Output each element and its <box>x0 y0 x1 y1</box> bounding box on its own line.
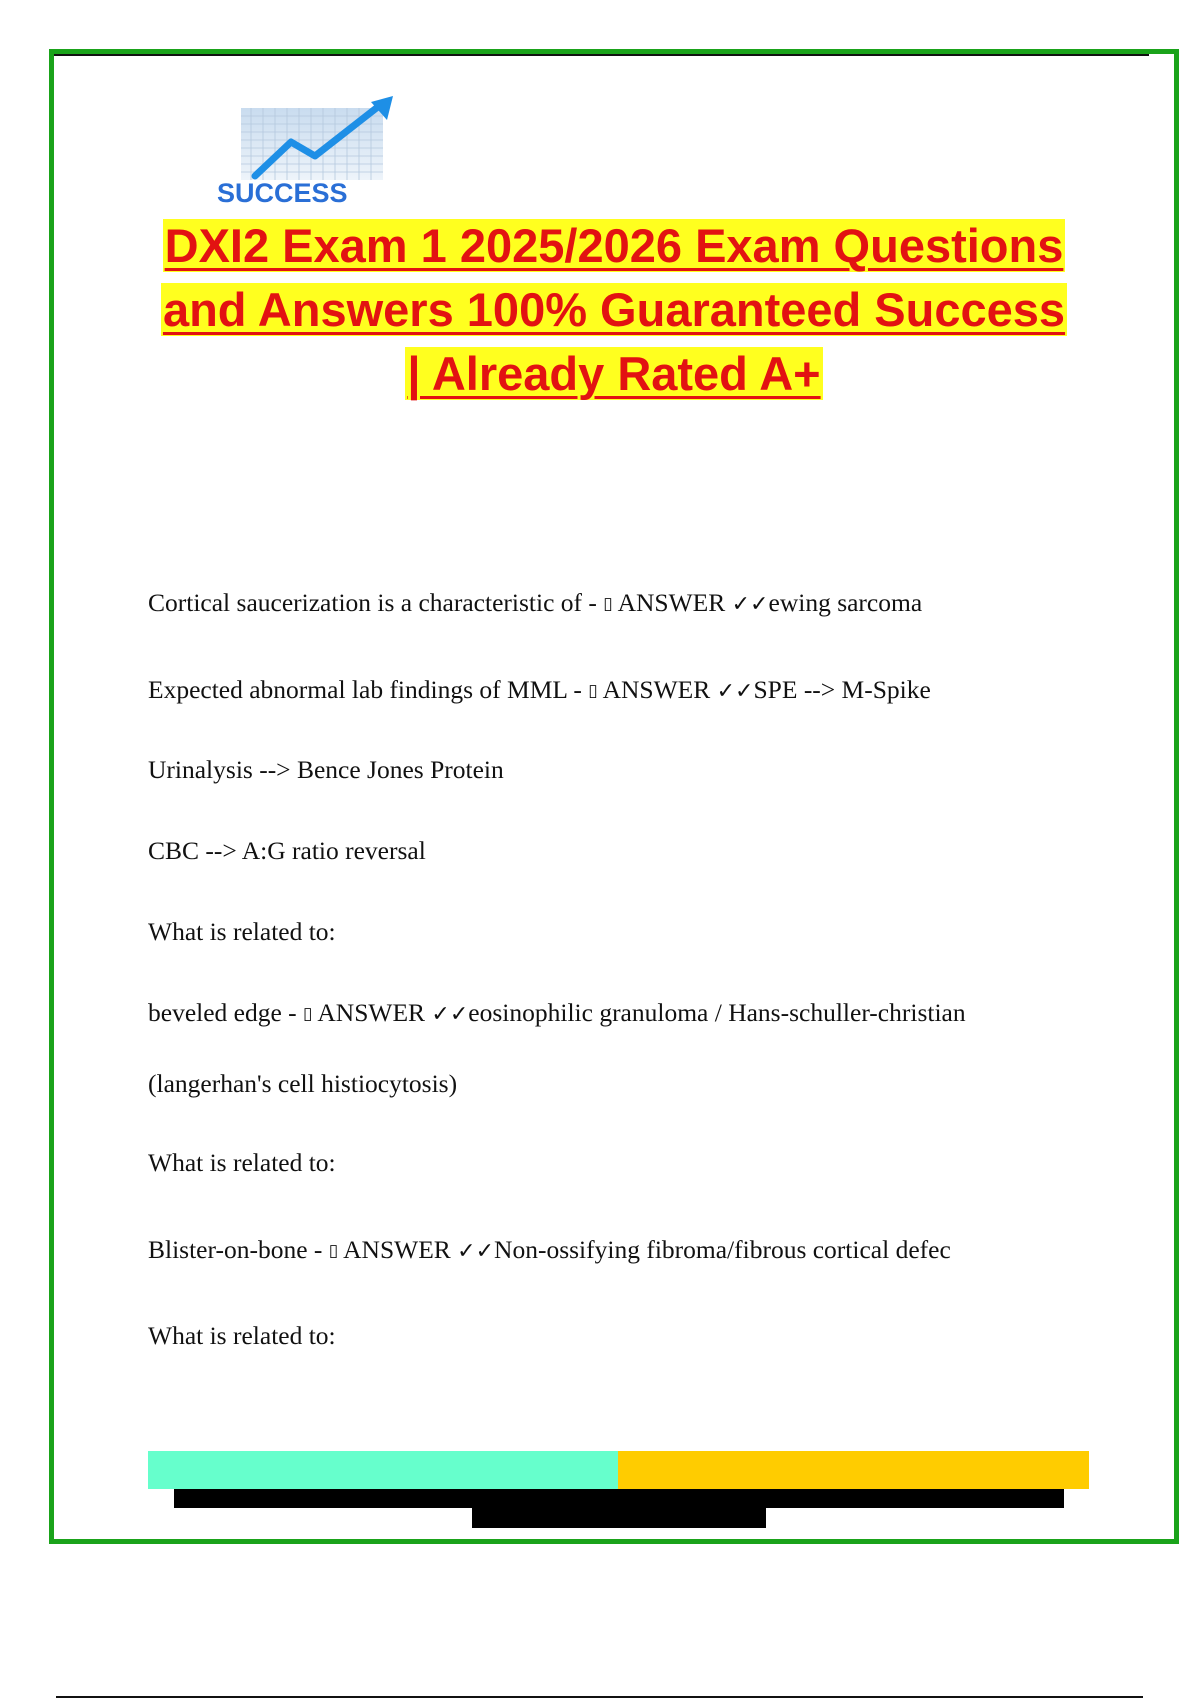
logo-text: SUCCESS <box>217 178 348 208</box>
double-check-icon: ✓✓ <box>716 679 754 704</box>
answer-continuation: CBC --> A:G ratio reversal <box>148 836 426 865</box>
footer-bar-gold <box>618 1451 1089 1489</box>
footer-bar-teal <box>148 1451 618 1489</box>
double-check-icon: ✓✓ <box>431 1002 469 1027</box>
answer-label: ANSWER <box>612 588 732 617</box>
title-line-1: DXI2 Exam 1 2025/2026 Exam Questions <box>164 219 1064 272</box>
qa-item-4 <box>148 1234 951 1268</box>
qa-item-2 <box>148 674 931 708</box>
missing-glyph-icon: ▯ <box>328 1241 339 1261</box>
answer-text: SPE --> M-Spike <box>753 675 931 704</box>
question-prompt: What is related to: <box>148 1148 336 1177</box>
bottom-rule <box>56 1696 1143 1698</box>
footer-bar-black-narrow <box>472 1508 766 1528</box>
answer-text: ewing sarcoma <box>768 588 923 617</box>
answer-label: ANSWER <box>338 1235 458 1264</box>
page-frame <box>49 49 1179 1544</box>
success-logo-graphic <box>179 94 399 209</box>
answer-label: ANSWER <box>312 998 432 1027</box>
question-prompt: What is related to: <box>148 1321 336 1350</box>
question-text: beveled edge - <box>148 998 304 1027</box>
title-line-2: and Answers 100% Guaranteed Success <box>162 283 1066 336</box>
answer-text: eosinophilic granuloma / Hans-schuller-christian <box>468 998 966 1027</box>
title-line-3: | Already Rated A+ <box>407 347 821 400</box>
top-rule <box>54 54 1149 56</box>
missing-glyph-icon: ▯ <box>588 681 598 701</box>
qa-item-1 <box>148 587 922 621</box>
document-title <box>114 214 1114 406</box>
answer-continuation: Urinalysis --> Bence Jones Protein <box>148 755 504 784</box>
footer-bar-black <box>174 1489 1064 1508</box>
answer-label: ANSWER <box>597 675 717 704</box>
missing-glyph-icon: ▯ <box>303 1004 313 1024</box>
question-prompt: What is related to: <box>148 917 336 946</box>
question-text: Expected abnormal lab findings of MML - <box>148 675 589 704</box>
answer-text: Non-ossifying fibroma/fibrous cortical defec <box>494 1235 951 1264</box>
question-text: Blister-on-bone - <box>148 1235 329 1264</box>
double-check-icon: ✓✓ <box>457 1239 495 1264</box>
double-check-icon: ✓✓ <box>731 592 769 617</box>
question-text: Cortical saucerization is a characteristic of - <box>148 588 604 617</box>
success-logo <box>179 94 399 209</box>
missing-glyph-icon: ▯ <box>603 594 613 614</box>
qa-item-3 <box>148 997 966 1031</box>
answer-continuation: (langerhan's cell histiocytosis) <box>148 1069 458 1098</box>
